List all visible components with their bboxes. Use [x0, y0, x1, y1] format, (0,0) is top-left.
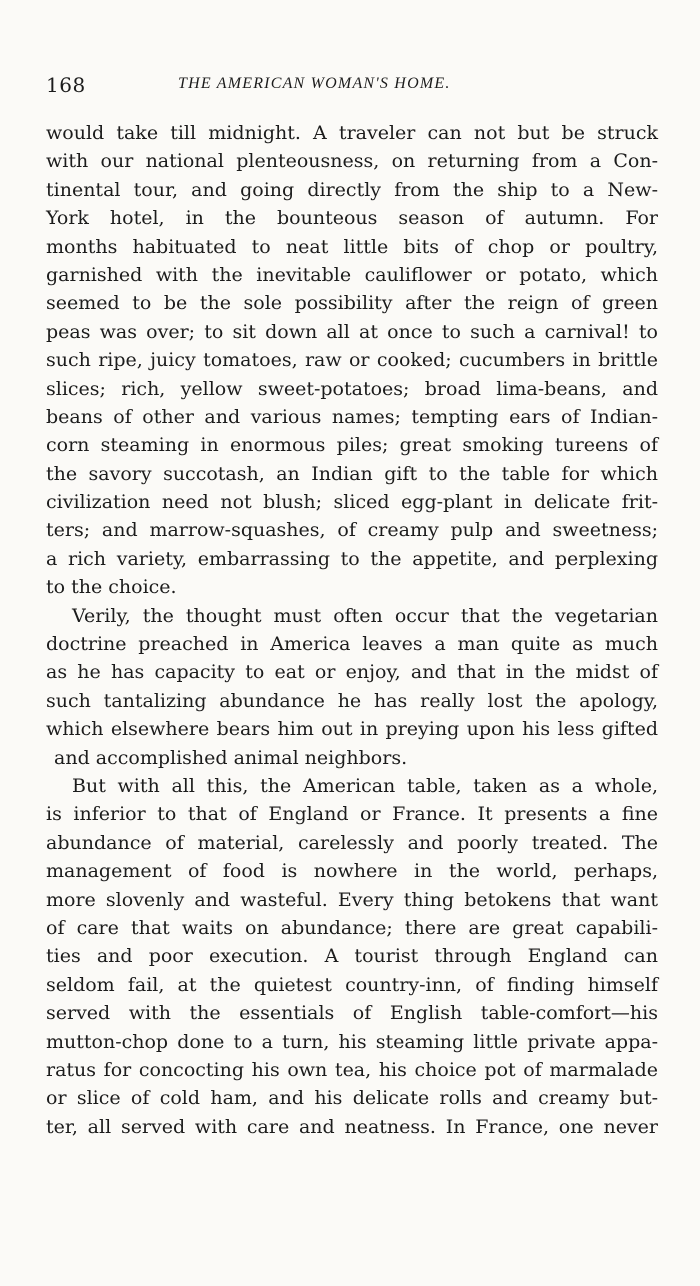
text-line: ratus for concocting his own tea, his choice pot of marmalade	[46, 1058, 658, 1081]
text-line: ties and poor execution. A tourist through England can	[46, 945, 658, 968]
text-line: civilization need not blush; sliced egg-plant in delicate frit-	[46, 491, 658, 514]
text-line: ters; and marrow-squashes, of creamy pulp and sweetness;	[46, 519, 658, 542]
text-line: ter, all served with care and neatness. In France, one never	[46, 1115, 658, 1138]
text-line: of care that waits on abundance; there are great capabili-	[46, 916, 658, 939]
text-line: would take till midnight. A traveler can not but be struck	[46, 122, 658, 144]
text-line: seemed to be the sole possibility after the reign of green	[46, 292, 658, 315]
text-line: a rich variety, embarrassing to the appetite, and perplexing	[46, 547, 658, 570]
paragraph-start-line: Verily, the thought must often occur that the vegetarian	[72, 604, 658, 627]
text-line: abundance of material, carelessly and poorly treated. The	[46, 831, 658, 854]
text-line: mutton-chop done to a turn, his steaming little private appa-	[46, 1030, 658, 1053]
text-line: corn steaming in enormous piles; great smoking tureens of	[46, 434, 658, 457]
text-line: seldom fail, at the quietest country-inn, of finding himself	[46, 973, 658, 996]
body-text	[46, 119, 658, 1141]
text-line: the savory succotash, an Indian gift to the table for which	[46, 462, 658, 485]
text-line: which elsewhere bears him out in preying upon his less gifted	[46, 718, 658, 741]
page-number: 168	[46, 73, 86, 97]
paragraph-end-line: and accomplished animal neighbors.	[54, 746, 408, 769]
text-line: is inferior to that of England or France. It presents a fine	[46, 803, 658, 826]
text-line: tinental tour, and going directly from the ship to a New-	[46, 178, 658, 201]
text-line: such ripe, juicy tomatoes, raw or cooked; cucumbers in brittle	[46, 349, 658, 372]
text-line: such tantalizing abundance he has really lost the apology,	[46, 689, 658, 712]
text-line: management of food is nowhere in the world, perhaps,	[46, 860, 658, 883]
text-line: beans of other and various names; tempting ears of Indian-	[46, 405, 658, 428]
text-line: peas was over; to sit down all at once to such a carnival! to	[46, 320, 658, 343]
text-line: as he has capacity to eat or enjoy, and that in the midst of	[46, 661, 658, 684]
paragraph-end-line: to the choice.	[46, 576, 177, 599]
page-header	[46, 73, 656, 103]
text-line: months habituated to neat little bits of chop or poultry,	[46, 235, 658, 258]
paragraph-start-line: But with all this, the American table, taken as a whole,	[72, 774, 658, 797]
text-line: with our national plenteousness, on returning from a Con-	[46, 150, 658, 173]
text-line: slices; rich, yellow sweet-potatoes; broad lima-beans, and	[46, 377, 658, 400]
text-line: more slovenly and wasteful. Every thing betokens that want	[46, 888, 658, 911]
running-title: THE AMERICAN WOMAN'S HOME.	[178, 75, 451, 92]
text-line: York hotel, in the bounteous season of autumn. For	[46, 207, 658, 230]
text-line: served with the essentials of English table-comfort—his	[46, 1002, 658, 1025]
text-line: doctrine preached in America leaves a man quite as much	[46, 633, 658, 656]
text-line: garnished with the inevitable cauliflower or potato, which	[46, 263, 658, 286]
text-line: or slice of cold ham, and his delicate rolls and creamy but-	[46, 1087, 658, 1110]
